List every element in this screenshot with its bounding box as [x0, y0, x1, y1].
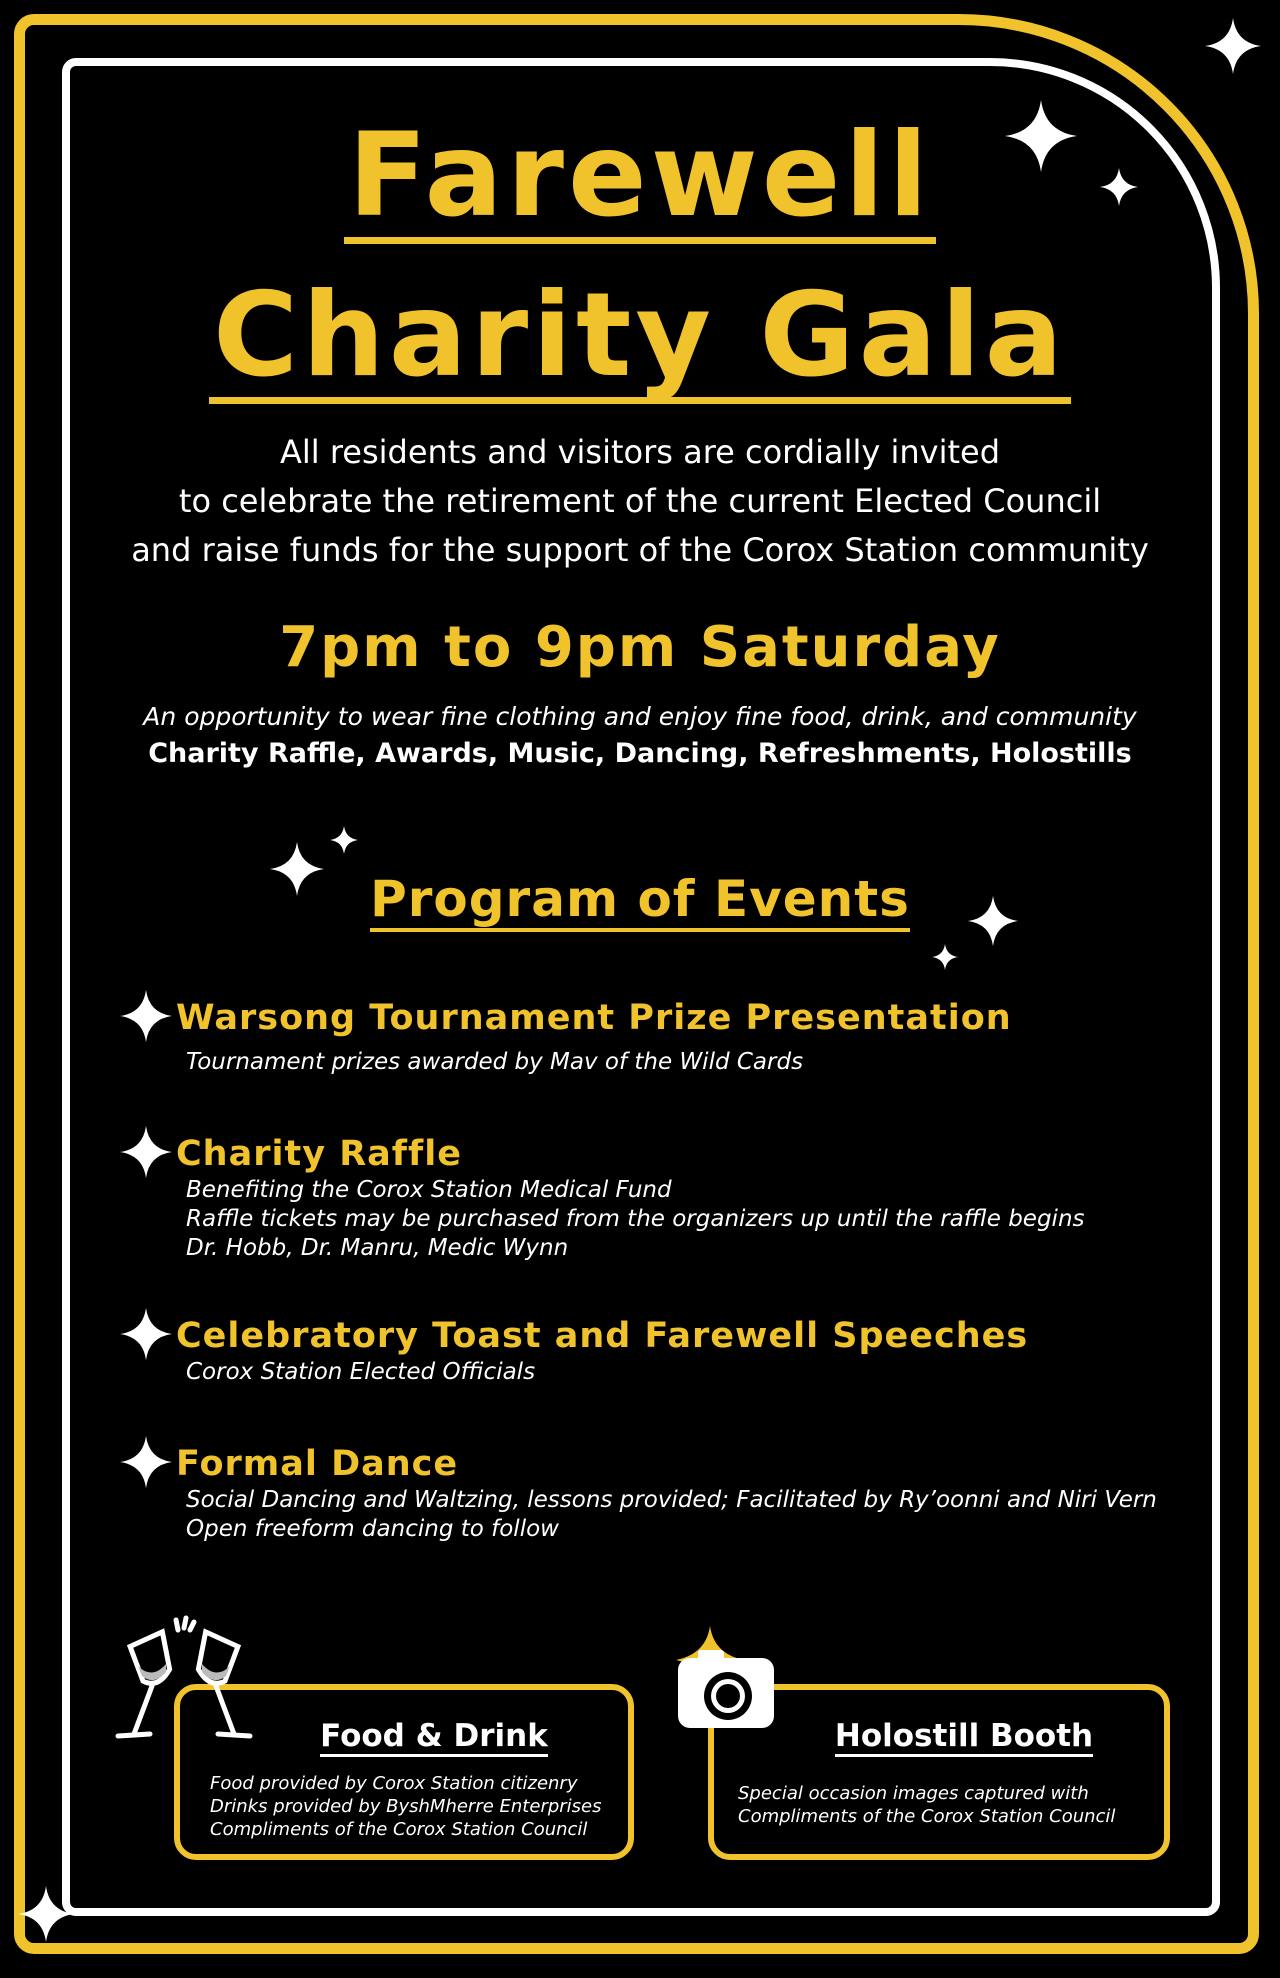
program-event — [140, 998, 1160, 1077]
food-drink-detail: Compliments of the Corox Station Council — [210, 1819, 588, 1840]
holostill-booth-title: Holostill Booth — [714, 1718, 1164, 1754]
event-detail: Social Dancing and Waltzing, lessons provided; Facilitated by Ry’oonni and Niri Vern — [186, 1487, 1157, 1513]
program-event — [140, 1444, 1160, 1544]
event-detail: Tournament prizes awarded by Mav of the Wild Cards — [186, 1049, 804, 1075]
sparkle-star-icon — [18, 1886, 74, 1942]
event-detail: Benefiting the Corox Station Medical Fund — [186, 1177, 672, 1203]
sparkle-star-icon — [120, 1126, 172, 1178]
sparkle-star-icon — [932, 944, 958, 970]
title-line-2: Charity Gala — [0, 268, 1280, 404]
sparkle-star-icon — [1205, 18, 1261, 74]
program-heading: Program of Events — [0, 870, 1280, 928]
program-event — [140, 1316, 1160, 1387]
event-detail: Corox Station Elected Officials — [186, 1359, 536, 1385]
invitation-text — [80, 428, 1200, 575]
invitation-line: to celebrate the retirement of the current Elected Council — [178, 482, 1102, 520]
event-detail: Open freeform dancing to follow — [186, 1516, 559, 1542]
highlights-text: Charity Raffle, Awards, Music, Dancing, Refreshments, Holostills — [148, 738, 1132, 769]
food-drink-title: Food & Drink — [180, 1718, 628, 1754]
event-title: Warsong Tournament Prize Presentation — [176, 998, 1012, 1038]
food-drink-detail: Food provided by Corox Station citizenry — [210, 1773, 578, 1794]
program-event — [140, 1134, 1160, 1263]
title-line-1: Farewell — [0, 108, 1280, 244]
event-title: Formal Dance — [176, 1444, 459, 1484]
holostill-booth-detail: Compliments of the Corox Station Council — [738, 1806, 1116, 1827]
champagne-glasses-icon — [104, 1614, 264, 1764]
event-time: 7pm to 9pm Saturday — [279, 615, 1001, 680]
event-detail: Raffle tickets may be purchased from the organizers up until the raffle begins — [186, 1206, 1085, 1232]
sparkle-star-icon — [120, 990, 172, 1042]
opportunity-text: An opportunity to wear fine clothing and enjoy fine food, drink, and community — [143, 702, 1137, 731]
event-detail: Dr. Hobb, Dr. Manru, Medic Wynn — [186, 1235, 569, 1261]
holostill-booth-detail: Special occasion images captured with — [738, 1783, 1089, 1804]
event-title: Celebratory Toast and Farewell Speeches — [176, 1316, 1029, 1356]
event-title: Charity Raffle — [176, 1134, 462, 1174]
sparkle-star-icon — [330, 826, 358, 854]
camera-icon — [640, 1620, 780, 1740]
sparkle-star-icon — [120, 1308, 172, 1360]
sparkle-star-icon — [120, 1436, 172, 1488]
invitation-line: All residents and visitors are cordially invited — [279, 433, 1001, 471]
invitation-line: and raise funds for the support of the Corox Station community — [131, 531, 1149, 569]
food-drink-detail: Drinks provided by ByshMherre Enterprises — [210, 1796, 602, 1817]
